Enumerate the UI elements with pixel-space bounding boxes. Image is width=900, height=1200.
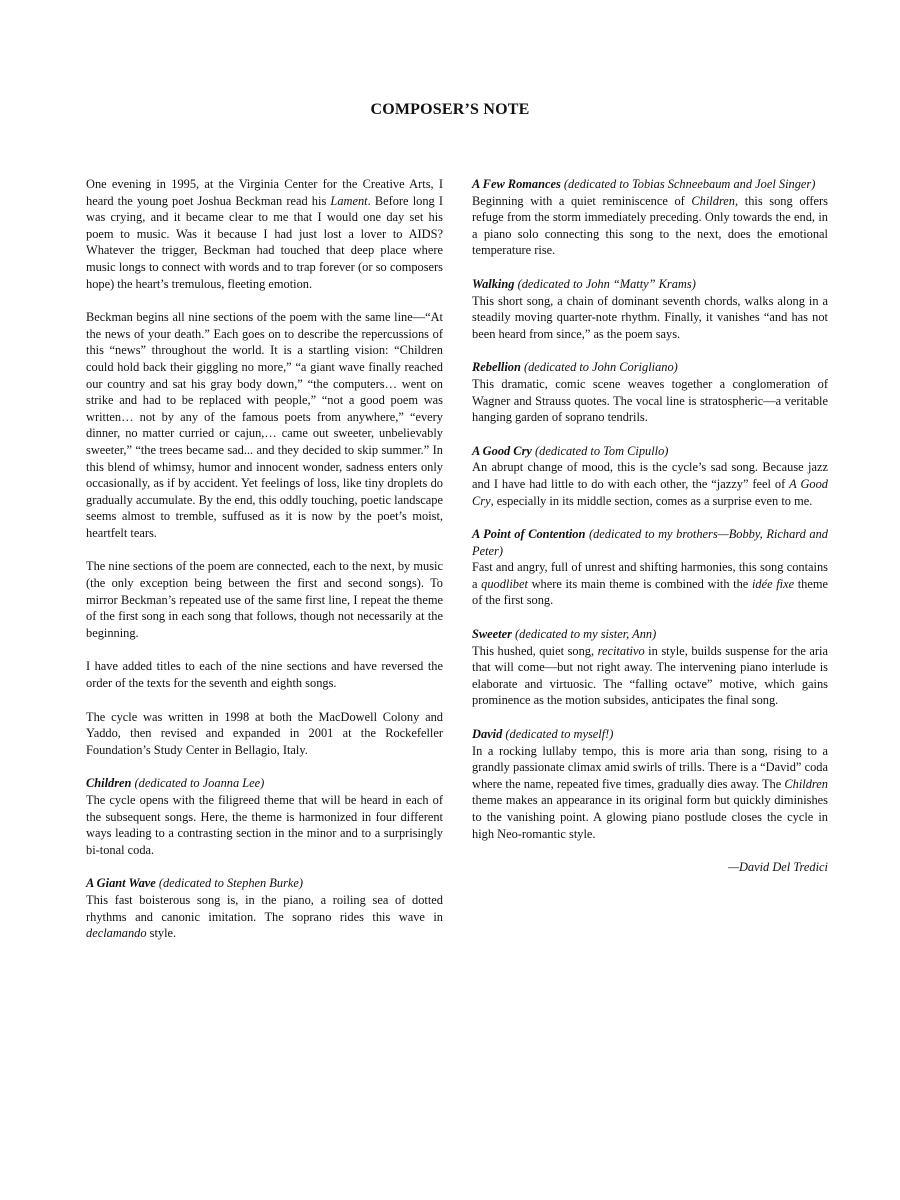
- text-run: Fast and angry, full of unrest and shifting harmonies, this song contains a: [472, 560, 828, 591]
- section-text: [472, 743, 828, 843]
- intro-paragraph-4: I have added titles to each of the nine sections and have reversed the order of the texts for the seventh and eighth songs.: [86, 659, 443, 691]
- section-rebellion: [472, 359, 828, 425]
- text-run: , especially in its middle section, comes as a surprise even to me.: [490, 493, 813, 508]
- section-text: The cycle opens with the filigreed theme that will be heard in each of the subsequent songs. Here, the theme is harmonized in four different ways leading to a contrasting section in the minor and to a surprisingly bi-tonal coda.: [86, 793, 443, 857]
- section-heading: [472, 526, 828, 559]
- text-emphasis: Children: [691, 193, 736, 208]
- section-heading: [472, 443, 828, 460]
- section-dedication: (dedicated to Joanna Lee): [131, 776, 265, 791]
- section-title: Rebellion: [472, 360, 521, 375]
- intro-paragraph-1: [86, 176, 443, 292]
- text-run: Beginning with a quiet reminiscence of: [472, 193, 692, 208]
- section-point-of-contention: [472, 526, 828, 609]
- section-text: [472, 643, 828, 709]
- section-title: A Giant Wave: [86, 876, 156, 891]
- intro-paragraph-5: The cycle was written in 1998 at both the MacDowell Colony and Yaddo, then revised and expanded in 2001 at the Rockefeller Foundation’s Study Center in Bellagio, Italy.: [86, 709, 443, 757]
- text-run: An abrupt change of mood, this is the cycle’s sad song. Because jazz and I have had little to do with each other, the “jazzy” feel of: [472, 460, 828, 491]
- section-title: David: [472, 727, 503, 742]
- section-dedication: (dedicated to John Corigliano): [520, 360, 678, 375]
- section-few-romances: [472, 176, 828, 259]
- section-heading: [472, 359, 828, 376]
- text-emphasis: A Good Cry: [472, 476, 828, 508]
- section-text: [86, 892, 443, 942]
- left-column: [86, 176, 443, 959]
- section-dedication: (dedicated to Tom Cipullo): [531, 443, 669, 458]
- text-run: theme of the first song.: [472, 576, 828, 608]
- text-run: , this song offers refuge from the storm immediately preceding. Only towards the end, in a piano solo connecting this song to the next, does the emotional temperature rise.: [472, 193, 828, 258]
- section-text: [472, 193, 828, 259]
- text-run: in style, builds suspense for the aria that will come—but not right away. The intervening piano interlude is elaborate and virtuosic. The “falling octave” motive, which gains prominence as the motion subsides, anticipates the final song.: [472, 643, 828, 708]
- section-giant-wave: [86, 875, 443, 941]
- text-run: . Before long I was crying, and it became clear to me that I would one day set his poem to music. Was it because I had just lost a lover to AIDS? Whatever the trigger, Beckman had touched that deep place where music longs to connect with words and to trap forever (or so composers hope) the heart’s tremulous, fleeting emotion.: [86, 193, 444, 291]
- section-dedication: (dedicated to myself!): [502, 727, 614, 742]
- text-run: In a rocking lullaby tempo, this is more aria than song, rising to a grandly passionate climax amid swirls of trills. There is a “David” coda where the name, repeated five times, gradually dies away. The: [472, 743, 828, 791]
- text-run: This hushed, quiet song,: [472, 643, 598, 658]
- text-run: This fast boisterous song is, in the piano, a roiling sea of dotted rhythms and canonic imitation. The soprano rides this wave in: [86, 892, 443, 924]
- section-heading: [472, 726, 828, 743]
- section-good-cry: [472, 443, 828, 509]
- section-walking: [472, 276, 828, 342]
- section-dedication: (dedicated to John “Matty” Krams): [514, 276, 696, 291]
- text-run: theme makes an appearance in its original form but quickly diminishes to the vanishing point. A glowing piano postlude closes the cycle in high Neo-romantic style.: [472, 793, 828, 841]
- signature: —David Del Tredici: [727, 860, 828, 875]
- section-title: Children: [86, 776, 132, 791]
- section-heading: [472, 626, 828, 643]
- section-text: This dramatic, comic scene weaves together a conglomeration of Wagner and Strauss quotes. The vocal line is stratospheric—a veritable hanging garden of soprano tendrils.: [472, 376, 828, 425]
- section-dedication: (dedicated to Tobias Schneebaum and Joel Singer): [560, 177, 816, 191]
- section-title: A Point of Contention: [472, 527, 586, 542]
- section-text: [472, 559, 828, 609]
- section-children: [86, 775, 443, 858]
- section-heading: [472, 176, 828, 193]
- poem-title: Lament: [330, 193, 368, 208]
- text-emphasis: quodlibet: [481, 576, 528, 591]
- section-sweeter: [472, 626, 828, 709]
- section-heading: [472, 276, 828, 293]
- section-heading: [86, 875, 443, 892]
- text-run: One evening in 1995, at the Virginia Center for the Creative Arts, I heard the young poet Joshua Beckman read his: [86, 177, 443, 208]
- text-run: style.: [146, 926, 177, 941]
- section-dedication: (dedicated to my sister, Ann): [511, 627, 657, 642]
- intro-paragraph-3: The nine sections of the poem are connected, each to the next, by music (the only exception being between the first and second songs). To mirror Beckman’s repeated use of the same first line, I repeat the theme of the first song in each song that follows, though not necessarily at the beginning.: [86, 559, 443, 640]
- text-emphasis: recitativo: [597, 643, 645, 658]
- section-text: [472, 459, 828, 509]
- page-title: COMPOSER’S NOTE: [370, 101, 530, 118]
- text-emphasis: idée fixe: [751, 576, 795, 591]
- section-david: [472, 726, 828, 842]
- intro-paragraph-2: Beckman begins all nine sections of the poem with the same line—“At the news of your death.” Each goes on to describe the repercussions of this “news” throughout the world. It is a startling vision: “Children could hold back their giggling no more,” “a giant wave finally reached our country and sat his gray body down,” “the computers… went on strike and had to be replaced with people,” “not a good poem was written… not by any of the famous poets from anywhere,” “every dinner, no matter curried or cajun,… came out sweeter, unbelievably sweeter,” “the trees became sad... and they decided to skip summer.” In this blend of whimsy, humor and innocent wonder, sadness enters only occasionally, as if by accident. Yet feelings of loss, like tiny droplets do gradually accumulate. By the end, this oddly touching, poetic landscape seems almost to tremble, suffused as it is now by the poet’s moist, heartfelt tears.: [86, 310, 443, 540]
- section-title: Sweeter: [472, 627, 512, 642]
- section-heading: [86, 775, 443, 792]
- section-dedication: (dedicated to my brothers—Bobby, Richard and Peter): [472, 527, 828, 558]
- section-text: This short song, a chain of dominant seventh chords, walks along in a steadily moving quarter-note rhythm. Finally, it vanishes “and has not been heard from since,” as the poem says.: [472, 293, 828, 341]
- text-emphasis: Children: [784, 776, 828, 791]
- section-dedication: (dedicated to Stephen Burke): [155, 876, 304, 891]
- right-column: [472, 176, 828, 876]
- section-title: Walking: [472, 276, 515, 291]
- text-run: where its main theme is combined with the: [527, 576, 752, 591]
- text-emphasis: declamando: [86, 926, 147, 941]
- section-title: A Few Romances: [472, 177, 561, 191]
- section-title: A Good Cry: [472, 443, 532, 458]
